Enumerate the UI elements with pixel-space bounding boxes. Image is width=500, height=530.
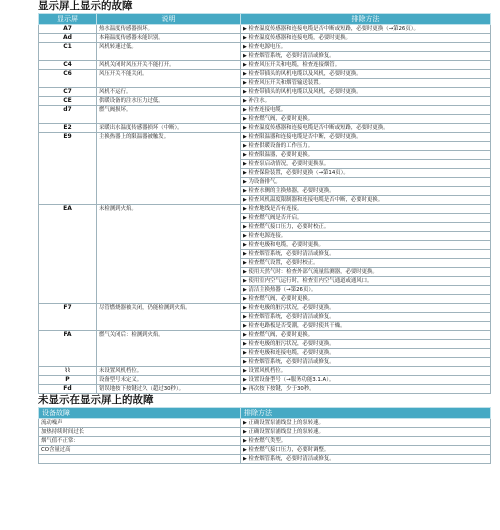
remedy-step: ▶ 检查电路板是否受潮，必要时使其干燥。 xyxy=(241,322,491,331)
header-display: 显示屏 xyxy=(39,14,97,25)
table-row xyxy=(39,133,491,142)
fault-description: 燃气关闭后：检测到火焰。 xyxy=(97,331,241,367)
fault-description: 主换热器上的限温器被触发。 xyxy=(97,133,241,205)
remedy-step: ▶ 检查燃气类型。 xyxy=(241,437,491,446)
table-row xyxy=(39,106,491,115)
remedy-step: ▶ 检查燃气阀是否开启。 xyxy=(241,214,491,223)
remedy-step: ▶ 检查燃气阀，必要时更换。 xyxy=(241,295,491,304)
remedy-step: ▶ 检查烟管系统，必要时清洁或修复。 xyxy=(241,313,491,322)
device-fault: 加热持续时间过长 xyxy=(39,428,241,437)
table-row xyxy=(39,385,491,394)
table-row xyxy=(39,419,491,428)
fault-description: 采暖出水温度传感器损坏（中断）。 xyxy=(97,124,241,133)
remedy-step: ▶ 检查燃气阀，必要时更换。 xyxy=(241,115,491,124)
table-row xyxy=(39,428,491,437)
table-row xyxy=(39,34,491,43)
remedy-step: ▶ 正确设置泵浦线盘上的泵转速。 xyxy=(241,428,491,437)
remedy-step: ▶ 检查电源电压。 xyxy=(241,43,491,52)
remedy-step: ▶ 正确设置泵浦线盘上的泵转速。 xyxy=(241,419,491,428)
device-fault xyxy=(39,455,241,464)
table-row xyxy=(39,446,491,455)
section-title-displayed-faults: 显示屏上显示的故障 xyxy=(38,0,133,12)
table-row xyxy=(39,97,491,106)
remedy-step: ▶ 检查带插头的风机电缆以及风机，必要时更换。 xyxy=(241,70,491,79)
fault-description: 尽管燃烧器被关闭，仍能检测到火焰。 xyxy=(97,304,241,331)
remedy-step: ▶ 检查限温器和连接电缆是否中断，必要时更换。 xyxy=(241,133,491,142)
fault-code: d7 xyxy=(39,106,97,124)
header-description: 说明 xyxy=(97,14,241,25)
remedy-step: ▶ 检查泵启动情况，必要时更换泵。 xyxy=(241,160,491,169)
table-row xyxy=(39,205,491,214)
fault-code: ⌇⌇ xyxy=(39,367,97,376)
device-fault: 烟气值不正常： xyxy=(39,437,241,446)
header-remedy: 排除方法 xyxy=(241,408,491,419)
header-remedy: 排除方法 xyxy=(241,14,491,25)
table-row xyxy=(39,376,491,385)
fault-description: 风机关闭时风压开关不能打开。 xyxy=(97,61,241,70)
fault-description: 错误地按下按键过久（超过30秒）。 xyxy=(97,385,241,394)
fault-code: F7 xyxy=(39,304,97,331)
fault-description: 设备型号未定义。 xyxy=(97,376,241,385)
remedy-step: ▶ 再次按下按键，少于30秒。 xyxy=(241,385,491,394)
remedy-step: ▶ 检查连接电缆。 xyxy=(241,106,491,115)
remedy-step: ▶ 检查电极和连接电缆，必要时更换。 xyxy=(241,349,491,358)
remedy-step: ▶ 检查燃气接口压力，必要时调整。 xyxy=(241,446,491,455)
remedy-step: ▶ 检查水侧的主换热器，必要时更换。 xyxy=(241,187,491,196)
table-row xyxy=(39,437,491,446)
remedy-step: ▶ 设置设备型号（→服务功能3.1.A）。 xyxy=(241,376,491,385)
remedy-step: ▶ 检查带插头的风机电缆以及风机，必要时更换。 xyxy=(241,88,491,97)
table-row xyxy=(39,331,491,340)
section-title-undisplayed-faults: 未显示在显示屏上的故障 xyxy=(38,394,154,406)
remedy-step: ▶ 检查烟管系统，必要时清洁或修复。 xyxy=(241,455,491,464)
fault-code: A7 xyxy=(39,25,97,34)
remedy-step: ▶ 检查电源连接。 xyxy=(241,232,491,241)
table-row xyxy=(39,61,491,70)
fault-code: CE xyxy=(39,97,97,106)
remedy-step: ▶ 检查烟管系统，必要时清洁或修复。 xyxy=(241,358,491,367)
fault-code: P xyxy=(39,376,97,385)
table-header-row xyxy=(39,408,491,419)
remedy-step: ▶ 清洁主换热器（→第26页）。 xyxy=(241,286,491,295)
remedy-step: ▶ 检查燃气设置，必要时校正。 xyxy=(241,259,491,268)
remedy-step: ▶ 检查电极的脏污状况，必要时更换。 xyxy=(241,340,491,349)
table-row xyxy=(39,124,491,133)
fault-code: Fd xyxy=(39,385,97,394)
fault-code: C7 xyxy=(39,88,97,97)
remedy-step: ▶ 检查燃气阀，必要时更换。 xyxy=(241,331,491,340)
fault-description: 本箱温度传感器未能识别。 xyxy=(97,34,241,43)
remedy-step: ▶ 检查保险装置，必要时更换（→第14页）。 xyxy=(241,169,491,178)
remedy-step: ▶ 检查限温器，必要时更换。 xyxy=(241,151,491,160)
remedy-step: ▶ 检查风压开关和电缆，检查连接烟管。 xyxy=(241,61,491,70)
remedy-step: ▶ 检查温度传感器和连接电缆，必要时更换。 xyxy=(241,34,491,43)
fault-description: 风压开关不能关闭。 xyxy=(97,70,241,88)
device-fault: 流动噪声 xyxy=(39,419,241,428)
fault-code: C4 xyxy=(39,61,97,70)
fault-description: 燃气阀损坏。 xyxy=(97,106,241,124)
device-fault: CO含量过高 xyxy=(39,446,241,455)
fault-code: Ad xyxy=(39,34,97,43)
fault-description: 供暖设备的注水压力过低。 xyxy=(97,97,241,106)
table-row xyxy=(39,25,491,34)
fault-description: 未设置风机档位。 xyxy=(97,367,241,376)
fault-description: 未检测到火焰。 xyxy=(97,205,241,304)
remedy-step: ▶ 检查风压开关和烟管输送装置。 xyxy=(241,79,491,88)
remedy-step: ▶ 使用室内空气运行时，检查室内空气通道或通风口。 xyxy=(241,277,491,286)
table-row xyxy=(39,455,491,464)
header-device-fault: 设备故障 xyxy=(39,408,241,419)
remedy-step: ▶ 检查电极和电缆，必要时更换。 xyxy=(241,241,491,250)
fault-description: 风机不运行。 xyxy=(97,88,241,97)
remedy-step: ▶ 检查烟管系统，必要时清洁或修复。 xyxy=(241,52,491,61)
fault-description: 热水温度传感器损坏。 xyxy=(97,25,241,34)
remedy-step: ▶ 检查供暖设备的工作压力。 xyxy=(241,142,491,151)
table-row xyxy=(39,367,491,376)
table-row xyxy=(39,304,491,313)
remedy-step: ▶ 检查烟管系统，必要时清洁或修复。 xyxy=(241,250,491,259)
remedy-step: ▶ 检查温度传感器和连接电缆是否中断或短路，必要时更换（→第26页）。 xyxy=(241,25,491,34)
table-header-row xyxy=(39,14,491,25)
undisplayed-faults-table xyxy=(38,407,491,464)
table-row xyxy=(39,88,491,97)
remedy-step: ▶ 使用天然气时：检查外部气流量监测器，必要时更换。 xyxy=(241,268,491,277)
table-row xyxy=(39,43,491,52)
fault-code: FA xyxy=(39,331,97,367)
fault-code: E2 xyxy=(39,124,97,133)
remedy-step: ▶ 检查地线是否有连接。 xyxy=(241,205,491,214)
remedy-step: ▶ 设置风机档位。 xyxy=(241,367,491,376)
remedy-step: ▶ 为设备排气。 xyxy=(241,178,491,187)
remedy-step: ▶ 检查燃气接口压力，必要时校正。 xyxy=(241,223,491,232)
displayed-faults-table xyxy=(38,13,491,394)
remedy-step: ▶ 补注水。 xyxy=(241,97,491,106)
fault-code: E9 xyxy=(39,133,97,205)
remedy-step: ▶ 检查温度传感器和连接电缆是否中断或短路，必要时更换。 xyxy=(241,124,491,133)
table-row xyxy=(39,70,491,79)
fault-code: C1 xyxy=(39,43,97,61)
remedy-step: ▶ 检查风机温度限制器和连接电缆是否中断，必要时更换。 xyxy=(241,196,491,205)
fault-description: 风机转速过低。 xyxy=(97,43,241,61)
remedy-step: ▶ 检查电极的脏污状况，必要时更换。 xyxy=(241,304,491,313)
fault-code: C6 xyxy=(39,70,97,88)
fault-code: EA xyxy=(39,205,97,304)
